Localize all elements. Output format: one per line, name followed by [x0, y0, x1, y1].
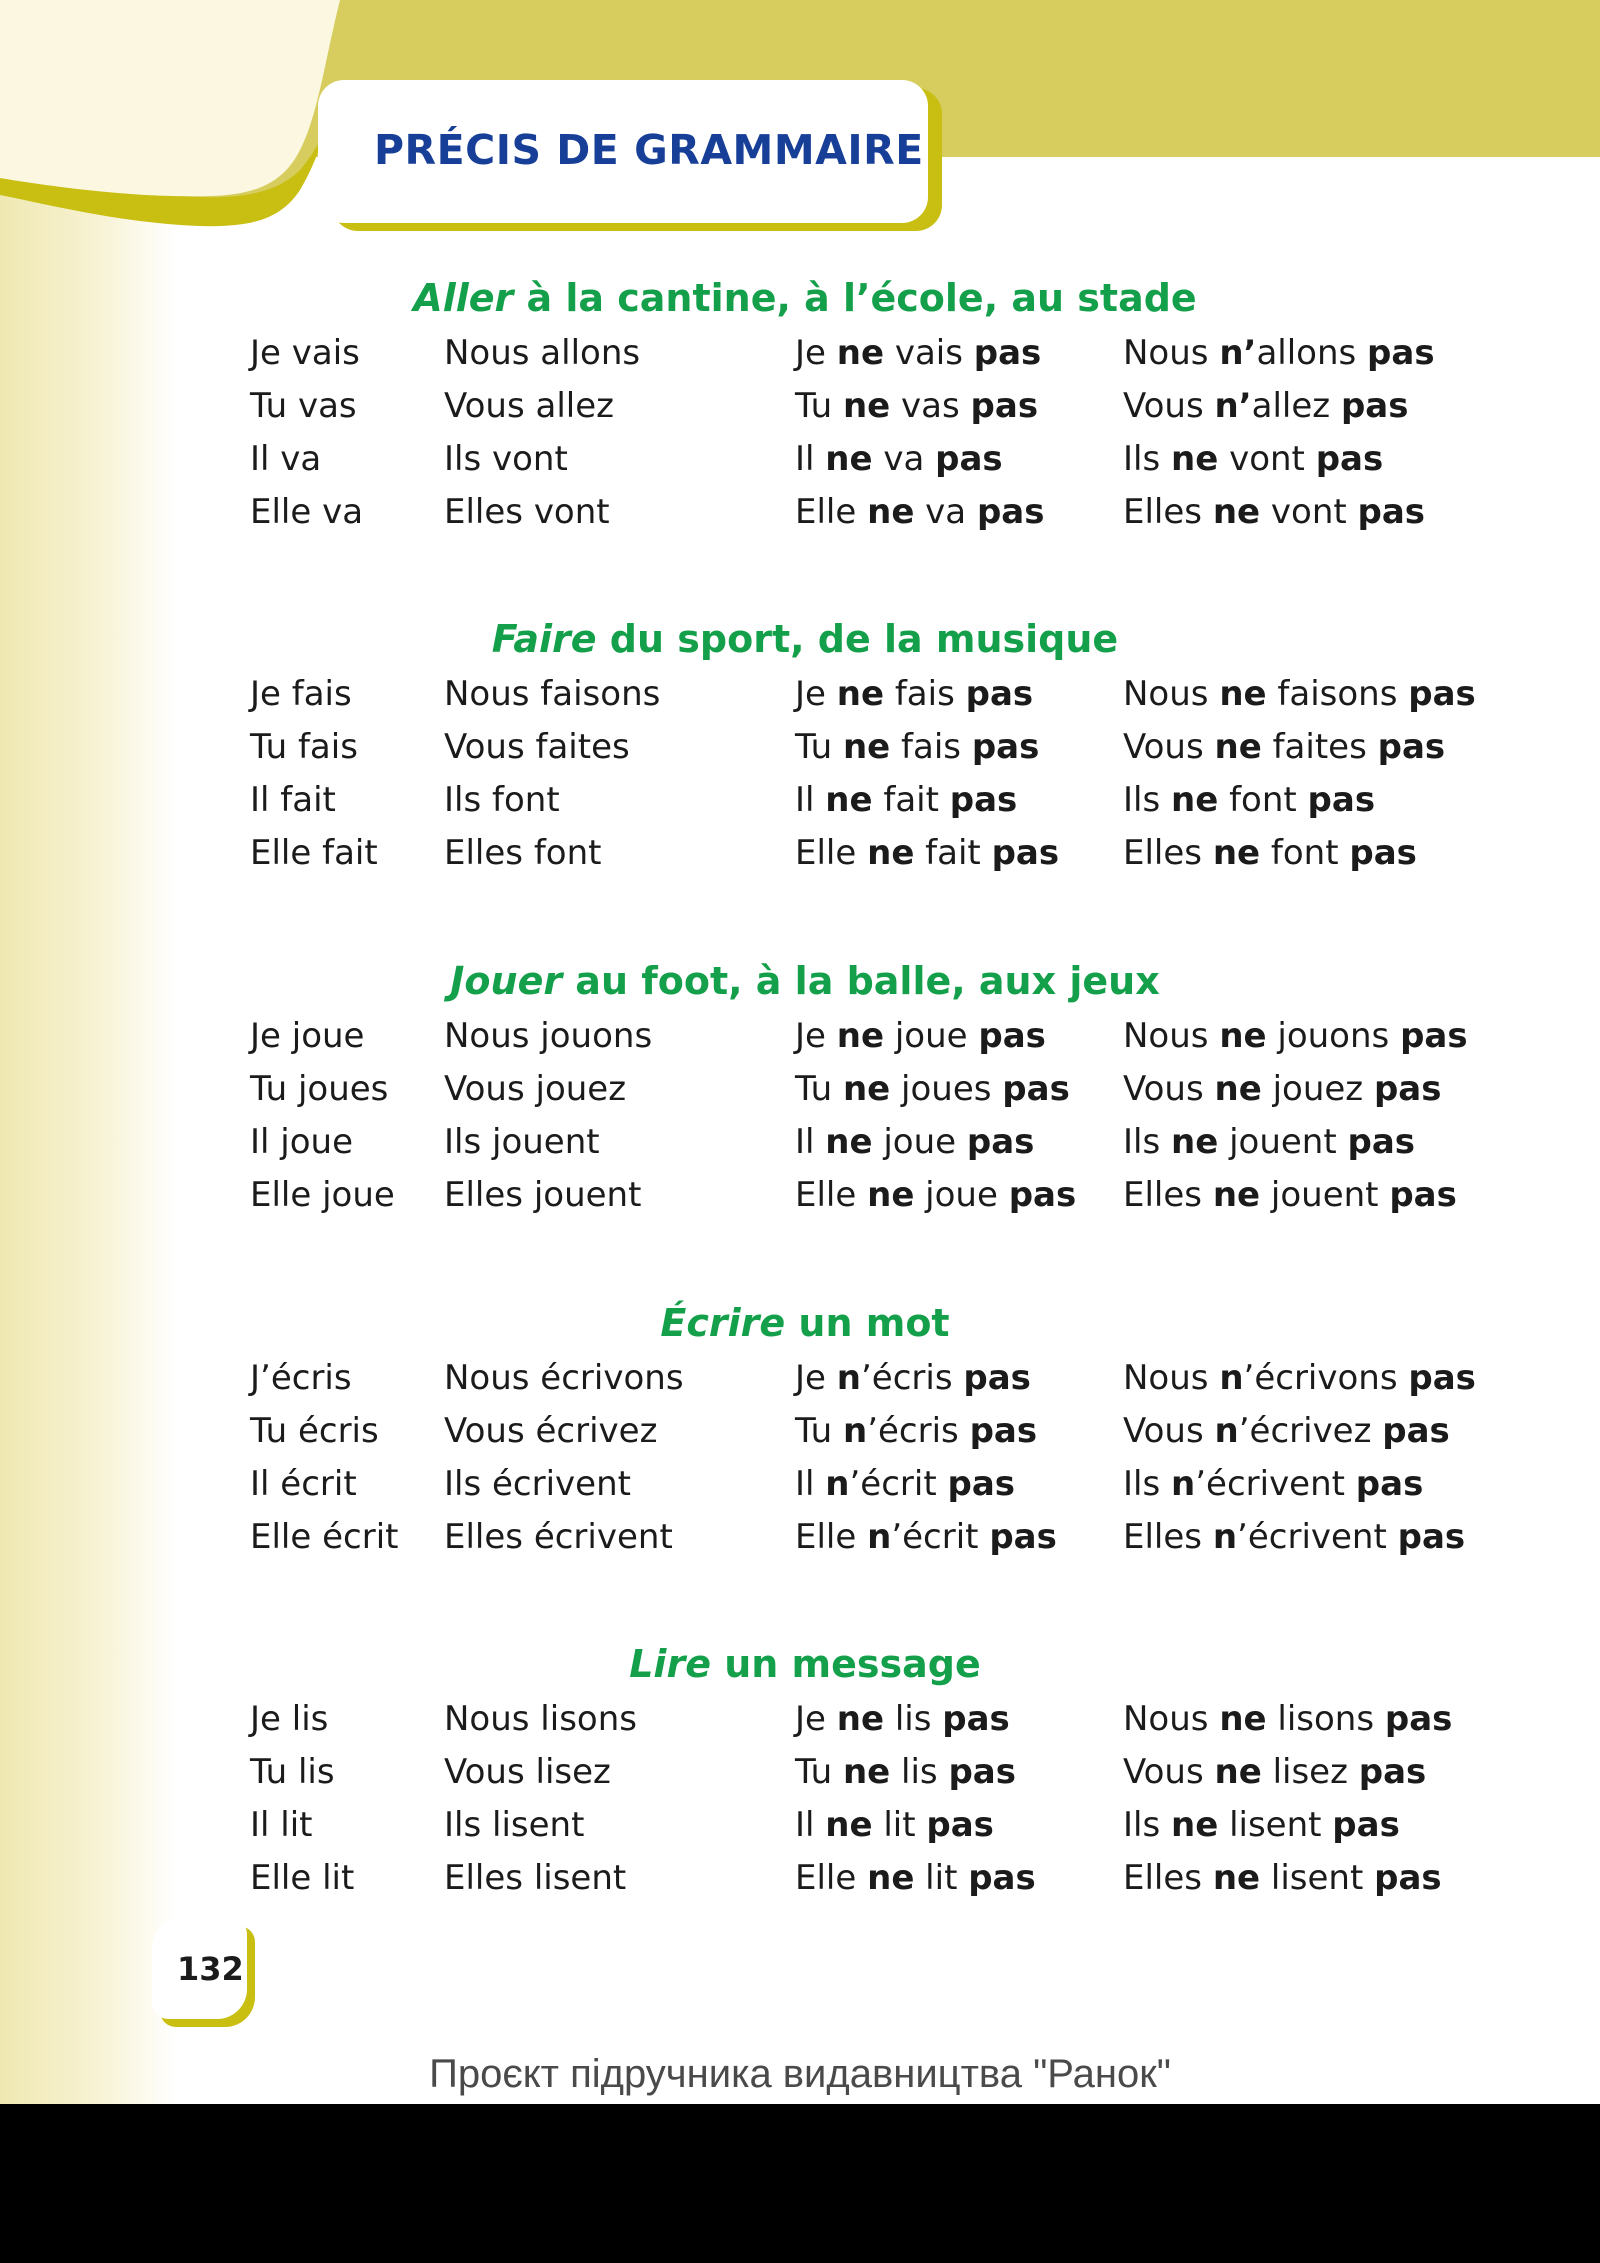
- conjugation-text: Vous lisez: [444, 1752, 611, 1792]
- conjugation-text: Nous faisons: [444, 674, 661, 714]
- conjugation-text: Elle: [795, 833, 868, 873]
- conjugation-text: lit: [914, 1858, 969, 1898]
- conjugation-cell: [250, 439, 321, 479]
- conjugation-text: faites: [1261, 727, 1378, 767]
- emphasis-text: ne: [1212, 1175, 1261, 1215]
- conjugation-cell: [250, 386, 357, 426]
- section-title: [250, 959, 1360, 1003]
- emphasis-text: pas: [1389, 1175, 1457, 1215]
- conjugation-text: ’écrit: [849, 1464, 948, 1504]
- conjugation-cell: [1123, 780, 1375, 820]
- emphasis-text: ne: [825, 1122, 873, 1162]
- emphasis-text: pas: [1377, 727, 1446, 767]
- conjugation-cell: [795, 1752, 1016, 1792]
- conjugation-text: vont: [1218, 439, 1316, 479]
- conjugation-cell: [1123, 492, 1425, 532]
- conjugation-text: Ils lisent: [444, 1805, 585, 1845]
- conjugation-cell: [1123, 1411, 1450, 1451]
- conjugation-cell: [250, 492, 363, 532]
- conjugation-text: Elle fait: [250, 833, 378, 873]
- emphasis-text: pas: [1408, 674, 1476, 714]
- conjugation-cell: [795, 1122, 1034, 1162]
- conjugation-text: fais: [884, 674, 966, 714]
- conjugation-text: Ils jouent: [444, 1122, 600, 1162]
- conjugation-cell: [250, 1517, 398, 1557]
- conjugation-text: Elles vont: [444, 492, 610, 532]
- conjugation-cell: [1123, 727, 1445, 767]
- conjugation-cell: [250, 333, 360, 373]
- emphasis-text: pas: [978, 1016, 1046, 1056]
- emphasis-text: pas: [1382, 1411, 1450, 1451]
- conjugation-text: Nous: [1123, 674, 1220, 714]
- emphasis-text: n: [836, 1358, 861, 1398]
- conjugation-text: Il: [795, 1805, 826, 1845]
- conjugation-text: Ils: [1123, 439, 1171, 479]
- conjugation-text: lisent: [1218, 1805, 1333, 1845]
- emphasis-text: pas: [1307, 780, 1376, 820]
- emphasis-text: pas: [947, 1464, 1016, 1504]
- emphasis-text: pas: [1400, 1016, 1468, 1056]
- conjugation-text: Je: [795, 1358, 837, 1398]
- emphasis-text: ne: [1212, 492, 1261, 532]
- conjugation-cell: [795, 439, 1003, 479]
- conjugation-cell: [795, 1858, 1036, 1898]
- conjugation-text: Vous: [1123, 727, 1215, 767]
- conjugation-cell: [1123, 386, 1408, 426]
- conjugation-cell: [250, 1858, 354, 1898]
- emphasis-text: ne: [1219, 674, 1267, 714]
- conjugation-cell: [250, 1069, 388, 1109]
- emphasis-text: pas: [1367, 333, 1435, 373]
- footer-note: Проєкт підручника видавництва "Ранок": [429, 2052, 1171, 2096]
- emphasis-text: pas: [1374, 1858, 1442, 1898]
- conjugation-cell: [250, 1699, 328, 1739]
- emphasis-text: ne: [836, 1016, 885, 1056]
- conjugation-text: Elles: [1123, 492, 1213, 532]
- conjugation-cell: [795, 1517, 1057, 1557]
- emphasis-text: n: [825, 1464, 850, 1504]
- conjugation-cell: [444, 674, 660, 714]
- conjugation-text: Vous écrivez: [444, 1411, 658, 1451]
- conjugation-text: Il: [795, 780, 826, 820]
- conjugation-cell: [795, 780, 1017, 820]
- conjugation-text: Elle: [795, 1858, 868, 1898]
- conjugation-text: allons: [1256, 333, 1368, 373]
- conjugation-cell: [444, 1175, 641, 1215]
- conjugation-cell: [795, 1411, 1037, 1451]
- conjugation-text: Elles: [1123, 833, 1213, 873]
- emphasis-text: ne: [825, 1805, 873, 1845]
- conjugation-text: Nous: [1123, 1358, 1220, 1398]
- section-verb: Écrire: [660, 1301, 786, 1345]
- conjugation-text: Ils: [1123, 780, 1171, 820]
- conjugation-cell: [250, 1175, 395, 1215]
- emphasis-text: pas: [965, 674, 1034, 714]
- conjugation-text: ’écrivez: [1238, 1411, 1383, 1451]
- conjugation-cell: [1123, 1122, 1415, 1162]
- conjugation-cell: [1123, 1752, 1426, 1792]
- conjugation-text: Elle écrit: [250, 1517, 399, 1557]
- conjugation-cell: [1123, 1699, 1452, 1739]
- conjugation-text: Elles: [1123, 1858, 1213, 1898]
- emphasis-text: pas: [926, 1805, 994, 1845]
- conjugation-text: Vous allez: [444, 386, 614, 426]
- conjugation-cell: [444, 1358, 684, 1398]
- conjugation-text: Tu fais: [250, 727, 358, 767]
- conjugation-text: joues: [890, 1069, 1003, 1109]
- emphasis-text: n: [867, 1517, 892, 1557]
- conjugation-text: Ils: [1123, 1122, 1171, 1162]
- conjugation-cell: [250, 1122, 353, 1162]
- emphasis-text: ne: [1214, 1752, 1262, 1792]
- conjugation-cell: [444, 780, 560, 820]
- emphasis-text: ne: [867, 1858, 915, 1898]
- conjugation-cell: [444, 439, 568, 479]
- conjugation-text: Nous: [1123, 1699, 1220, 1739]
- conjugation-cell: [444, 1069, 626, 1109]
- conjugation-text: Je joue: [250, 1016, 365, 1056]
- conjugation-cell: [444, 1517, 673, 1557]
- emphasis-text: n: [1171, 1464, 1196, 1504]
- conjugation-cell: [1123, 674, 1476, 714]
- emphasis-text: n: [1212, 1517, 1238, 1557]
- conjugation-text: ’écris: [860, 1358, 964, 1398]
- conjugation-text: vont: [1260, 492, 1358, 532]
- conjugation-cell: [795, 1358, 1031, 1398]
- emphasis-text: ne: [1219, 1699, 1267, 1739]
- conjugation-cell: [444, 1464, 631, 1504]
- emphasis-text: pas: [989, 1517, 1057, 1557]
- conjugation-text: va: [872, 439, 936, 479]
- conjugation-text: jouent: [1260, 1175, 1390, 1215]
- conjugation-text: Vous: [1123, 1411, 1215, 1451]
- conjugation-text: Tu: [795, 386, 843, 426]
- emphasis-text: pas: [991, 833, 1060, 873]
- conjugation-cell: [1123, 1016, 1468, 1056]
- conjugation-text: Il fait: [250, 780, 336, 820]
- emphasis-text: pas: [971, 727, 1040, 767]
- conjugation-cell: [1123, 1175, 1457, 1215]
- conjugation-text: ’écris: [867, 1411, 970, 1451]
- conjugation-text: lisent: [1260, 1858, 1375, 1898]
- conjugation-cell: [795, 492, 1044, 532]
- conjugation-text: Je: [795, 333, 837, 373]
- conjugation-cell: [250, 674, 352, 714]
- emphasis-text: pas: [970, 386, 1039, 426]
- conjugation-cell: [250, 1358, 352, 1398]
- conjugation-cell: [250, 727, 358, 767]
- conjugation-cell: [1123, 1858, 1442, 1898]
- conjugation-text: ’écrivent: [1237, 1517, 1398, 1557]
- section-title: [250, 276, 1360, 320]
- conjugation-text: Tu: [795, 727, 843, 767]
- emphasis-text: ne: [1171, 1805, 1219, 1845]
- conjugation-cell: [250, 780, 336, 820]
- conjugation-text: Tu écris: [250, 1411, 379, 1451]
- conjugation-cell: [444, 1805, 584, 1845]
- emphasis-text: pas: [1340, 386, 1409, 426]
- conjugation-cell: [795, 386, 1038, 426]
- conjugation-text: Elle: [795, 492, 868, 532]
- emphasis-text: ne: [1171, 1122, 1219, 1162]
- emphasis-text: ne: [867, 1175, 915, 1215]
- conjugation-text: lit: [872, 1805, 927, 1845]
- section-verb: Faire: [491, 617, 597, 661]
- conjugation-text: Nous: [1123, 1016, 1220, 1056]
- conjugation-text: Nous jouons: [444, 1016, 653, 1056]
- conjugation-text: Ils font: [444, 780, 560, 820]
- conjugation-cell: [444, 1122, 600, 1162]
- conjugation-text: lisez: [1261, 1752, 1359, 1792]
- conjugation-cell: [795, 674, 1033, 714]
- conjugation-text: Elle lit: [250, 1858, 355, 1898]
- emphasis-text: pas: [1008, 1175, 1077, 1215]
- conjugation-text: Tu: [795, 1752, 843, 1792]
- conjugation-text: vais: [884, 333, 974, 373]
- emphasis-text: pas: [1408, 1358, 1476, 1398]
- section-verb: Aller: [413, 276, 514, 320]
- emphasis-text: pas: [935, 439, 1003, 479]
- emphasis-text: ne: [836, 1699, 885, 1739]
- conjugation-text: allez: [1251, 386, 1341, 426]
- section-subtitle: un message: [710, 1642, 981, 1686]
- conjugation-cell: [795, 333, 1041, 373]
- conjugation-text: Il écrit: [250, 1464, 357, 1504]
- left-color-band: [0, 0, 175, 2104]
- conjugation-text: Elles écrivent: [444, 1517, 673, 1557]
- emphasis-text: ne: [1212, 1858, 1261, 1898]
- conjugation-text: Je: [795, 1016, 837, 1056]
- conjugation-text: faisons: [1266, 674, 1409, 714]
- conjugation-text: Elle: [795, 1175, 868, 1215]
- conjugation-text: Je lis: [250, 1699, 329, 1739]
- conjugation-text: vas: [890, 386, 971, 426]
- conjugation-text: joue: [884, 1016, 979, 1056]
- emphasis-text: n’: [1219, 333, 1257, 373]
- emphasis-text: ne: [825, 439, 873, 479]
- conjugation-text: fait: [872, 780, 950, 820]
- emphasis-text: pas: [1332, 1805, 1400, 1845]
- conjugation-text: Vous: [1123, 1069, 1215, 1109]
- emphasis-text: pas: [976, 492, 1045, 532]
- conjugation-cell: [795, 1175, 1076, 1215]
- conjugation-text: Elles: [1123, 1517, 1213, 1557]
- conjugation-cell: [1123, 333, 1435, 373]
- page-title: PRÉCIS DE GRAMMAIRE: [374, 126, 924, 174]
- emphasis-text: ne: [825, 780, 873, 820]
- emphasis-text: pas: [973, 333, 1042, 373]
- emphasis-text: pas: [1357, 492, 1426, 532]
- conjugation-text: Il va: [250, 439, 322, 479]
- conjugation-text: Vous: [1123, 1752, 1215, 1792]
- conjugation-text: Il lit: [250, 1805, 313, 1845]
- emphasis-text: ne: [842, 727, 891, 767]
- conjugation-text: Elles lisent: [444, 1858, 627, 1898]
- conjugation-cell: [1123, 439, 1383, 479]
- emphasis-text: ne: [842, 1752, 891, 1792]
- conjugation-text: Il joue: [250, 1122, 353, 1162]
- conjugation-cell: [444, 1411, 657, 1451]
- section-subtitle: du sport, de la musique: [596, 617, 1119, 661]
- emphasis-text: pas: [1315, 439, 1384, 479]
- conjugation-cell: [444, 386, 614, 426]
- conjugation-cell: [1123, 1464, 1423, 1504]
- emphasis-text: n: [1219, 1358, 1244, 1398]
- conjugation-cell: [1123, 1358, 1476, 1398]
- emphasis-text: ne: [842, 1069, 891, 1109]
- conjugation-cell: [250, 1411, 379, 1451]
- conjugation-text: Je: [795, 1699, 837, 1739]
- conjugation-cell: [444, 492, 610, 532]
- conjugation-cell: [795, 1464, 1015, 1504]
- conjugation-text: Elles font: [444, 833, 602, 873]
- conjugation-text: Ils vont: [444, 439, 568, 479]
- emphasis-text: n: [1214, 1411, 1239, 1451]
- emphasis-text: pas: [966, 1122, 1035, 1162]
- conjugation-cell: [250, 1016, 364, 1056]
- emphasis-text: pas: [1347, 1122, 1416, 1162]
- conjugation-cell: [444, 1858, 626, 1898]
- emphasis-text: ne: [1214, 1069, 1262, 1109]
- conjugation-cell: [795, 1069, 1070, 1109]
- emphasis-text: ne: [836, 333, 885, 373]
- conjugation-text: Ils: [1123, 1464, 1171, 1504]
- conjugation-text: Tu vas: [250, 386, 357, 426]
- emphasis-text: pas: [1384, 1699, 1453, 1739]
- conjugation-text: Tu: [795, 1411, 843, 1451]
- conjugation-cell: [1123, 1805, 1400, 1845]
- conjugation-cell: [444, 1016, 652, 1056]
- conjugation-text: Je vais: [250, 333, 360, 373]
- emphasis-text: pas: [963, 1358, 1031, 1398]
- conjugation-text: Il: [795, 1122, 826, 1162]
- conjugation-cell: [1123, 1517, 1465, 1557]
- conjugation-cell: [795, 833, 1059, 873]
- emphasis-text: ne: [1171, 439, 1219, 479]
- conjugation-text: Il: [795, 1464, 826, 1504]
- conjugation-text: Elle joue: [250, 1175, 395, 1215]
- conjugation-text: lisons: [1266, 1699, 1385, 1739]
- emphasis-text: n’: [1214, 386, 1252, 426]
- conjugation-text: ’écrit: [891, 1517, 990, 1557]
- conjugation-cell: [1123, 1069, 1441, 1109]
- section-verb: Jouer: [450, 959, 563, 1003]
- section-subtitle: à la cantine, à l’école, au stade: [513, 276, 1197, 320]
- section-title: [250, 617, 1360, 661]
- conjugation-cell: [250, 1805, 313, 1845]
- emphasis-text: pas: [949, 780, 1018, 820]
- conjugation-text: J’écris: [250, 1358, 352, 1398]
- conjugation-text: Nous lisons: [444, 1699, 637, 1739]
- conjugation-cell: [250, 1752, 335, 1792]
- conjugation-cell: [444, 333, 640, 373]
- conjugation-text: jouent: [1218, 1122, 1348, 1162]
- conjugation-text: font: [1260, 833, 1350, 873]
- conjugation-cell: [444, 727, 630, 767]
- section-subtitle: un mot: [785, 1301, 950, 1345]
- conjugation-text: Je: [795, 674, 837, 714]
- conjugation-text: Il: [795, 439, 826, 479]
- conjugation-text: Vous: [1123, 386, 1215, 426]
- conjugation-text: joue: [914, 1175, 1009, 1215]
- conjugation-text: joue: [872, 1122, 967, 1162]
- section-title: [250, 1301, 1360, 1345]
- conjugation-cell: [1123, 833, 1417, 873]
- conjugation-text: fait: [914, 833, 992, 873]
- conjugation-text: Ils écrivent: [444, 1464, 631, 1504]
- conjugation-cell: [250, 1464, 357, 1504]
- conjugation-text: Ils: [1123, 1805, 1171, 1845]
- conjugation-cell: [444, 1752, 611, 1792]
- emphasis-text: pas: [948, 1752, 1016, 1792]
- section-verb: Lire: [629, 1642, 711, 1686]
- emphasis-text: ne: [1212, 833, 1261, 873]
- conjugation-text: Nous écrivons: [444, 1358, 684, 1398]
- emphasis-text: pas: [969, 1411, 1038, 1451]
- emphasis-text: pas: [1373, 1069, 1442, 1109]
- conjugation-text: jouez: [1261, 1069, 1374, 1109]
- emphasis-text: pas: [1397, 1517, 1466, 1557]
- emphasis-text: n: [842, 1411, 868, 1451]
- conjugation-cell: [795, 1805, 994, 1845]
- emphasis-text: ne: [867, 492, 915, 532]
- conjugation-text: Nous allons: [444, 333, 641, 373]
- conjugation-cell: [444, 833, 601, 873]
- emphasis-text: ne: [1219, 1016, 1267, 1056]
- conjugation-text: lis: [884, 1699, 943, 1739]
- page-number: 132: [177, 1950, 244, 1988]
- conjugation-text: Elle: [795, 1517, 868, 1557]
- conjugation-text: Tu lis: [250, 1752, 335, 1792]
- conjugation-text: Vous jouez: [444, 1069, 627, 1109]
- conjugation-cell: [795, 727, 1039, 767]
- conjugation-text: lis: [890, 1752, 949, 1792]
- conjugation-text: Elle va: [250, 492, 364, 532]
- emphasis-text: pas: [1002, 1069, 1070, 1109]
- conjugation-text: Tu joues: [250, 1069, 389, 1109]
- conjugation-cell: [795, 1016, 1046, 1056]
- conjugation-text: Nous: [1123, 333, 1220, 373]
- emphasis-text: ne: [842, 386, 891, 426]
- emphasis-text: ne: [1214, 727, 1262, 767]
- conjugation-cell: [250, 833, 378, 873]
- emphasis-text: pas: [1358, 1752, 1427, 1792]
- emphasis-text: ne: [867, 833, 915, 873]
- conjugation-text: Elles jouent: [444, 1175, 642, 1215]
- emphasis-text: pas: [968, 1858, 1036, 1898]
- emphasis-text: pas: [1355, 1464, 1424, 1504]
- conjugation-text: Je fais: [250, 674, 352, 714]
- emphasis-text: ne: [1171, 780, 1219, 820]
- conjugation-text: va: [914, 492, 977, 532]
- conjugation-text: fais: [890, 727, 972, 767]
- emphasis-text: ne: [836, 674, 885, 714]
- conjugation-cell: [795, 1699, 1010, 1739]
- conjugation-text: font: [1218, 780, 1308, 820]
- emphasis-text: pas: [1349, 833, 1417, 873]
- conjugation-text: Vous faites: [444, 727, 630, 767]
- section-title: [250, 1642, 1360, 1686]
- conjugation-text: ’écrivons: [1243, 1358, 1409, 1398]
- emphasis-text: pas: [942, 1699, 1010, 1739]
- conjugation-text: jouons: [1266, 1016, 1401, 1056]
- conjugation-text: Elles: [1123, 1175, 1213, 1215]
- conjugation-text: ’écrivent: [1195, 1464, 1356, 1504]
- section-subtitle: au foot, à la balle, aux jeux: [562, 959, 1160, 1003]
- conjugation-cell: [444, 1699, 637, 1739]
- conjugation-text: Tu: [795, 1069, 843, 1109]
